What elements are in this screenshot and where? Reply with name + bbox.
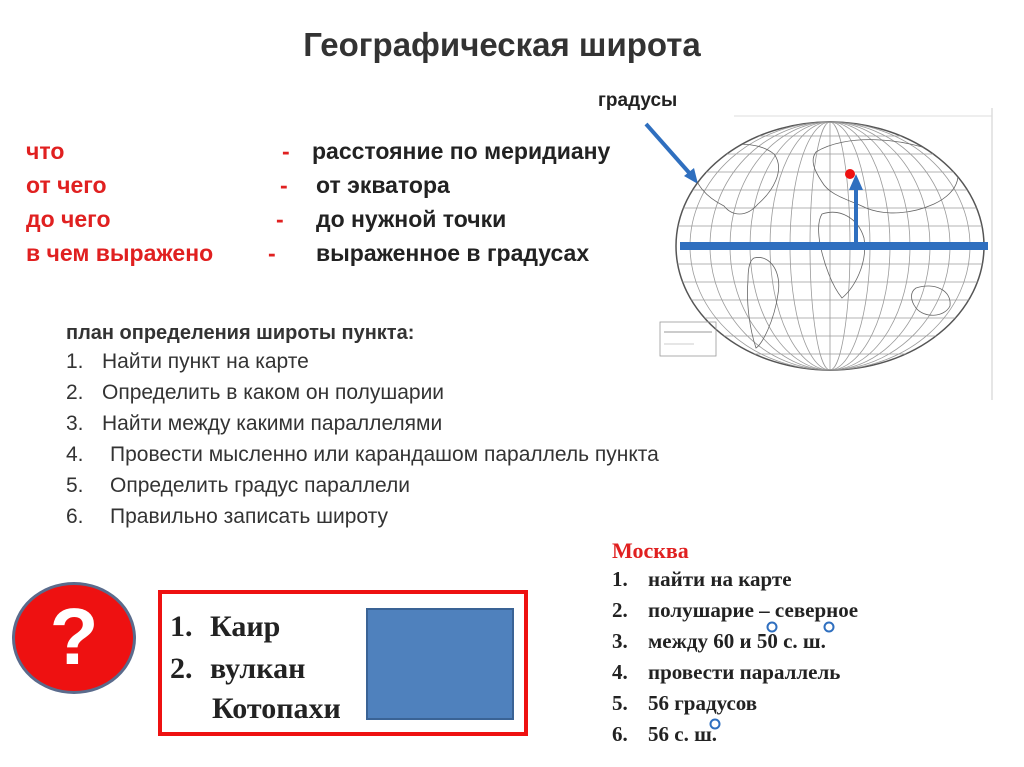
definition-row — [26, 172, 666, 206]
equator-marker — [680, 242, 988, 250]
step-text: Правильно записать широту — [110, 505, 388, 528]
task-text: вулкан — [210, 652, 306, 685]
page-title: Географическая широта — [303, 26, 701, 63]
step-number: 3. — [66, 412, 84, 435]
step-text: между 60 и 50 с. ш. — [648, 629, 826, 653]
point-marker-icon — [845, 169, 855, 179]
map-label-degrees: градусы — [598, 90, 678, 111]
example-step — [612, 722, 858, 753]
task-number: 2. — [170, 652, 193, 685]
step-number: 6. — [66, 505, 84, 528]
definition-question: до чего — [26, 206, 111, 232]
step-number: 4. — [612, 660, 628, 684]
step-number: 2. — [612, 598, 628, 622]
plan-step — [66, 412, 659, 443]
step-text: найти на карте — [648, 567, 792, 591]
plan-title: план определения широты пункта: — [66, 322, 415, 344]
definition-dash: - — [268, 240, 276, 266]
plan-steps — [66, 350, 659, 536]
definition-answer: от экватора — [316, 172, 450, 198]
step-text: Определить градус параллели — [110, 474, 410, 497]
plan-step — [66, 474, 659, 505]
plan-step — [66, 443, 659, 474]
question-mark-icon: ? — [49, 592, 99, 681]
degree-sign-icon — [822, 620, 836, 634]
definition-dash: - — [282, 138, 290, 164]
task-number: 1. — [170, 610, 193, 643]
step-text: Провести мысленно или карандашом параллель пункта — [110, 443, 659, 466]
step-text: Найти между какими параллелями — [102, 412, 443, 435]
definition-question: от чего — [26, 172, 107, 198]
step-text: полушарие – северное — [648, 598, 859, 622]
definition-row — [26, 138, 666, 172]
example-step — [612, 567, 858, 598]
step-text: Определить в каком он полушарии — [102, 381, 445, 404]
task-text-continued: Котопахи — [212, 692, 341, 725]
step-number: 5. — [66, 474, 84, 497]
definition-dash: - — [276, 206, 284, 232]
definition-question: что — [26, 138, 65, 164]
step-number: 1. — [66, 350, 84, 373]
task-text: Каир — [210, 610, 281, 643]
step-number: 5. — [612, 691, 628, 715]
step-text: 56 градусов — [648, 691, 758, 715]
world-map — [654, 108, 994, 400]
definition-row — [26, 240, 666, 274]
step-text: провести параллель — [648, 660, 841, 684]
definition-dash: - — [280, 172, 288, 198]
step-number: 2. — [66, 381, 84, 404]
answer-box[interactable] — [366, 608, 514, 720]
definition-question: в чем выражено — [26, 240, 214, 266]
definition-answer: выраженное в градусах — [316, 240, 590, 266]
step-number: 6. — [612, 722, 628, 746]
definition-answer: расстояние по меридиану — [312, 138, 611, 164]
example-step — [612, 660, 858, 691]
step-text: 56 с. ш. — [648, 722, 718, 746]
degree-sign-icon — [765, 620, 779, 634]
example-steps — [612, 567, 858, 753]
plan-step — [66, 505, 659, 536]
degree-sign-icon — [708, 717, 722, 731]
plan-step — [66, 381, 659, 412]
question-badge — [12, 582, 136, 694]
plan-step — [66, 350, 659, 381]
example-step — [612, 691, 858, 722]
definition-row — [26, 206, 666, 240]
definition-answer: до нужной точки — [316, 206, 507, 232]
step-number: 3. — [612, 629, 628, 653]
step-number: 4. — [66, 443, 84, 466]
example-title: Москва — [612, 538, 689, 563]
step-text: Найти пункт на карте — [102, 350, 309, 373]
step-number: 1. — [612, 567, 628, 591]
